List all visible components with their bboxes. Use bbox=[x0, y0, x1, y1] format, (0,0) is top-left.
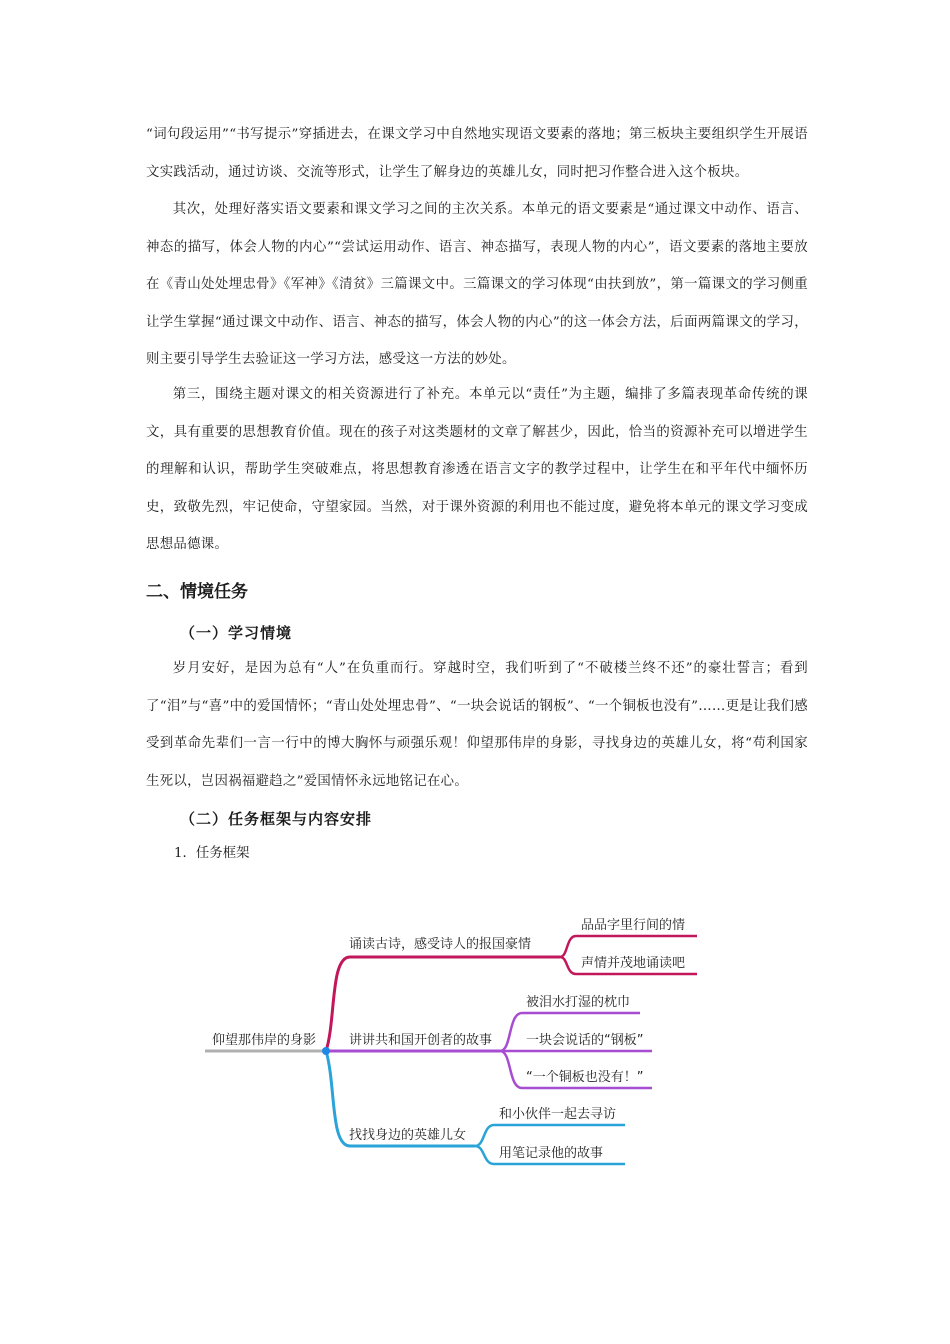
mindmap-leaf-label-2-3: “一个铜板也没有！” bbox=[526, 1070, 644, 1085]
subheading-learning-context: （一）学习情境 bbox=[180, 624, 293, 642]
mindmap-leaf-label-1-1: 品品字里行间的情 bbox=[581, 918, 686, 933]
mindmap-branch-label-1: 诵读古诗，感受诗人的报国豪情 bbox=[349, 937, 532, 952]
mindmap-leaf-label-2-1: 被泪水打湿的枕巾 bbox=[526, 995, 631, 1010]
subheading-task-framework: （二）任务框架与内容安排 bbox=[180, 810, 373, 828]
paragraph-activities: “词句段运用”“书写提示”穿插进去，在课文学习中自然地实现语文要素的落地；第三板块主要组织学生开展语文实践活动，通过访谈、交流等形式，让学生了解身边的英雄儿女，同时把习作整合进入这个板块。 bbox=[146, 127, 808, 180]
mindmap-leaf-label-2-2: 一块会说话的“钢板” bbox=[526, 1033, 644, 1048]
list-item-framework: 1．任务框架 bbox=[174, 846, 250, 861]
mindmap-branch-label-3: 找找身边的英雄儿女 bbox=[349, 1128, 467, 1143]
mindmap-leaf-label-1-2: 声情并茂地诵读吧 bbox=[581, 956, 686, 971]
paragraph-context: 岁月安好，是因为总有“人”在负重而行。穿越时空，我们听到了“不破楼兰终不还”的豪壮誓言；看到了“泪”与“喜”中的爱国情怀；“青山处处埋忠骨”、“一块会说话的钢板”、“一个铜板也没有”……更是让我们感受到革命先辈们一言一行中的博大胸怀与顽强乐观！仰望那伟岸的身影，寻找身边的英雄儿女，将“苟利国家生死以，岂因祸福避趋之”爱国情怀永远地铭记在心。 bbox=[146, 661, 808, 789]
mindmap-root-label: 仰望那伟岸的身影 bbox=[212, 1033, 317, 1048]
mindmap-root-node bbox=[322, 1047, 330, 1055]
paragraph-resources: 第三，围绕主题对课文的相关资源进行了补充。本单元以“责任”为主题，编排了多篇表现革命传统的课文，具有重要的思想教育价值。现在的孩子对这类题材的文章了解甚少，因此，恰当的资源补充可以增进学生的理解和认识，帮助学生突破难点，将思想教育渗透在语言文字的教学过程中，让学生在和平年代中缅怀历史，致敬先烈，牢记使命，守望家园。当然，对于课外资源的利用也不能过度，避免将本单元的课文学习变成思想品德课。 bbox=[146, 387, 808, 552]
mindmap-branch-label-2: 讲讲共和国开创者的故事 bbox=[349, 1033, 493, 1048]
mindmap-leaf-line-1-1 bbox=[560, 936, 697, 957]
mindmap-leaf-label-3-1: 和小伙伴一起去寻访 bbox=[499, 1107, 617, 1122]
mindmap-leaf-line-3-1 bbox=[475, 1125, 625, 1146]
section-heading-task: 二、情境任务 bbox=[146, 582, 248, 602]
task-mindmap bbox=[200, 900, 720, 1180]
mindmap-leaf-label-3-2: 用笔记录他的故事 bbox=[499, 1146, 604, 1161]
paragraph-priority: 其次，处理好落实语文要素和课文学习之间的主次关系。本单元的语文要素是“通过课文中动作、语言、神态的描写，体会人物的内心”“尝试运用动作、语言、神态描写，表现人物的内心”，语文要素的落地主要放在《青山处处埋忠骨》《军神》《清贫》三篇课文中。三篇课文的学习体现“由扶到放”，第一篇课文的学习侧重让学生掌握“通过课文中动作、语言、神态的描写，体会人物的内心”的这一体会方法，后面两篇课文的学习，则主要引导学生去验证这一学习方法，感受这一方法的妙处。 bbox=[146, 202, 808, 367]
